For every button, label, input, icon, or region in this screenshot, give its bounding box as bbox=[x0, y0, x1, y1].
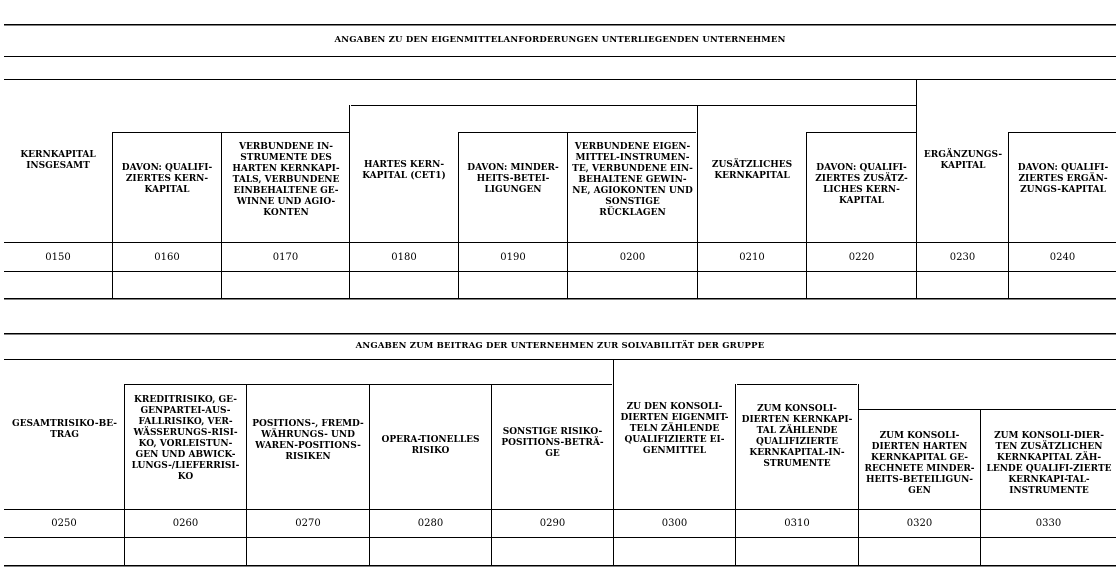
code-0150: 0150 bbox=[45, 251, 71, 263]
code-0220: 0220 bbox=[848, 251, 875, 263]
header-operationelles-risiko: OPERA-TIONELLES RISIKO bbox=[381, 435, 480, 456]
code-0320: 0320 bbox=[906, 518, 933, 529]
header-qualifizierte-kernkapital-instrumente: ZUM KONSOLI-DIERTEN KERNKAPI-TAL ZÄHLENDE QUALIFIZIERTE KERNKAPITAL-IN-STRUMENTE bbox=[741, 404, 853, 469]
table1-title: ANGABEN ZU DEN EIGENMITTELANFORDERUNGEN UNTERLIEGENDEN UNTERNEHMEN bbox=[334, 35, 786, 45]
header-kreditrisiko: KREDITRISIKO, GE-GENPARTEI-AUS-FALLRISIKO, VER-WÄSSERUNGS-RISI-KO, VORLEISTUN-GEN UND ABWICK-LUNGS-/LIEFERRISI-KO bbox=[131, 395, 240, 482]
header-davon-qualifiziertes-zusaetzliches-kernkapital: DAVON: QUALIFI-ZIERTES ZUSÄTZ-LICHES KERN-KAPITAL bbox=[815, 163, 908, 206]
code-0270: 0270 bbox=[295, 518, 321, 529]
table1-data-row bbox=[4, 272, 1116, 298]
header-kernkapital-insgesamt: KERNKAPITAL INSGESAMT bbox=[20, 150, 96, 171]
header-ergaenzungskapital: ERGÄNZUNGS-KAPITAL bbox=[923, 150, 1003, 171]
header-davon-qualifiziertes-ergaenzungskapital: DAVON: QUALIFI-ZIERTES ERGÄN-ZUNGS-KAPITAL bbox=[1017, 163, 1109, 195]
code-0300: 0300 bbox=[661, 518, 688, 529]
code-0310: 0310 bbox=[784, 518, 810, 529]
code-0210: 0210 bbox=[739, 251, 765, 263]
header-verbundene-instrumente-cet1: VERBUNDENE IN-STRUMENTE DES HARTEN KERNKAPI-TALS, VERBUNDENE EINBEHALTENE GE-WINNE UND AGIO-KONTEN bbox=[232, 142, 340, 218]
header-davon-qualifiziertes-kernkapital: DAVON: QUALIFI-ZIERTES KERN-KAPITAL bbox=[121, 163, 213, 195]
header-hartes-kernkapital-cet1: HARTES KERN-KAPITAL (CET1) bbox=[362, 160, 446, 181]
header-minderheitsbeteiligungen-cet1: ZUM KONSOLI-DIERTEN HARTEN KERNKAPITAL GE-RECHNETE MINDER-HEITS-BETEILIGUN-GEN bbox=[864, 431, 975, 496]
code-0190: 0190 bbox=[500, 251, 526, 263]
header-verbundene-eigenmittel-instrumente: VERBUNDENE EIGEN-MITTEL-INSTRUMEN-TE, VERBUNDENE EIN-BEHALTENE GEWIN-NE, AGIOKONTEN UND SONSTIGE RÜCKLAGEN bbox=[572, 142, 693, 218]
code-0280: 0280 bbox=[417, 518, 444, 529]
code-0330: 0330 bbox=[1035, 518, 1062, 529]
header-qualifizierte-at1-instrumente: ZUM KONSOLI-DIER-TEN ZUSÄTZLICHEN KERNKAPITAL ZÄH-LENDE QUALIFI-ZIERTE KERNKAPI-TAL-INSTRUMENTE bbox=[986, 431, 1112, 496]
code-0290: 0290 bbox=[539, 518, 566, 529]
code-0180: 0180 bbox=[391, 251, 417, 263]
header-sonstige-risikopositionsbetraege: SONSTIGE RISIKO-POSITIONS-BETRÄ-GE bbox=[501, 427, 604, 459]
code-0200: 0200 bbox=[619, 251, 646, 263]
code-0240: 0240 bbox=[1049, 251, 1076, 263]
table2-data-row bbox=[4, 538, 1116, 565]
code-0250: 0250 bbox=[51, 518, 77, 529]
header-qualifizierte-eigenmittel: ZU DEN KONSOLI-DIERTEN EIGENMIT-TELN ZÄHLENDE QUALIFIZIERTE EI-GENMITTEL bbox=[620, 402, 729, 456]
header-zusaetzliches-kernkapital: ZUSÄTZLICHES KERNKAPITAL bbox=[711, 160, 793, 181]
table2-title: ANGABEN ZUM BEITRAG DER UNTERNEHMEN ZUR SOLVABILITÄT DER GRUPPE bbox=[355, 341, 765, 351]
header-positions-fremdwaehrungs-warenrisiken: POSITIONS-, FREMD-WÄHRUNGS- UND WAREN-POSITIONS-RISIKEN bbox=[252, 419, 364, 462]
code-0230: 0230 bbox=[949, 251, 976, 263]
code-0160: 0160 bbox=[154, 251, 180, 263]
code-0260: 0260 bbox=[172, 518, 199, 529]
header-gesamtrisikobetrag: GESAMTRISIKO-BE-TRAG bbox=[12, 419, 117, 440]
header-davon-minderheitsbeteiligungen: DAVON: MINDER-HEITS-BETEI-LIGUNGEN bbox=[467, 163, 559, 195]
code-0170: 0170 bbox=[272, 251, 299, 263]
